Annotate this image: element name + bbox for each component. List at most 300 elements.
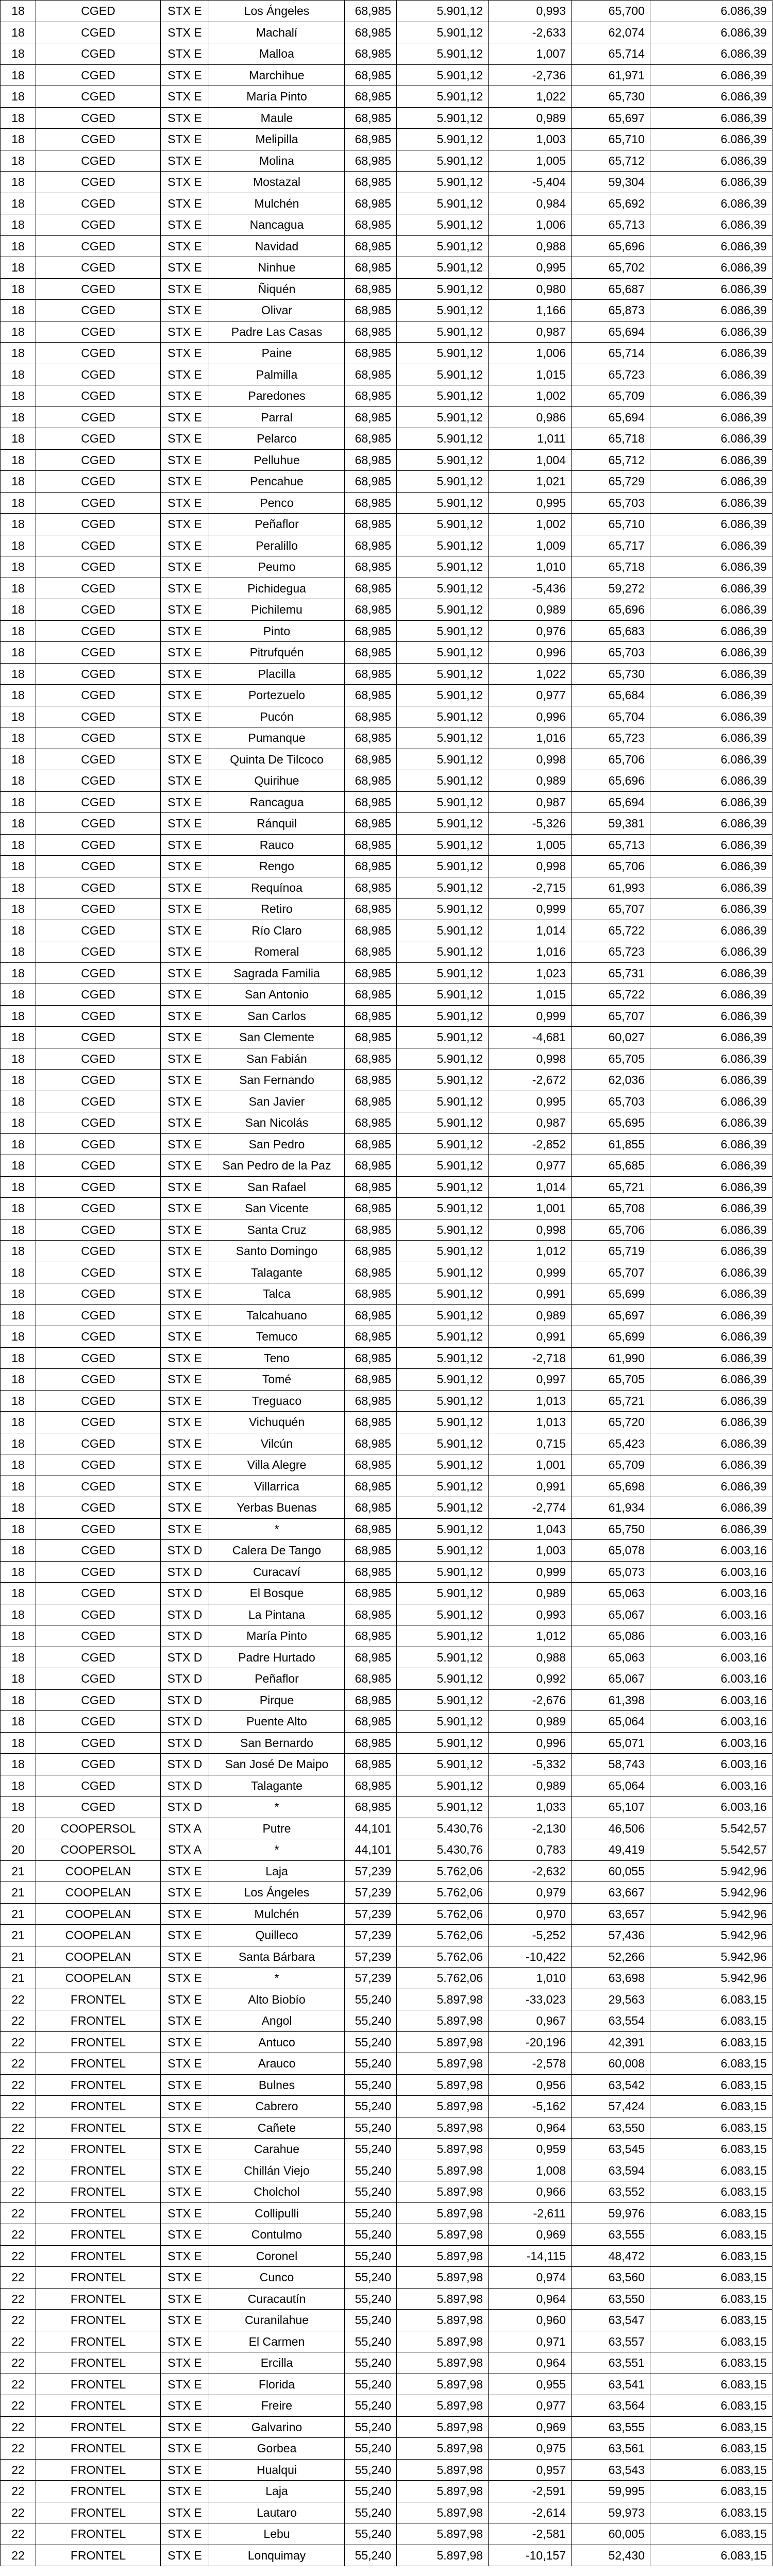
company-cell: CGED <box>36 492 161 514</box>
value-d-cell: 65,709 <box>572 1454 650 1476</box>
table-row <box>1 941 772 963</box>
value-c-cell: -2,632 <box>489 1860 572 1882</box>
group-cell: 18 <box>1 1283 36 1305</box>
company-cell: COOPELAN <box>36 1903 161 1925</box>
value-b-cell: 5.901,12 <box>397 471 489 493</box>
value-b-cell: 5.901,12 <box>397 749 489 770</box>
value-d-cell: 65,697 <box>572 107 650 129</box>
commune-cell: Sagrada Familia <box>209 962 345 984</box>
value-d-cell: 65,709 <box>572 385 650 407</box>
value-b-cell: 5.897,98 <box>397 2502 489 2523</box>
value-d-cell: 65,703 <box>572 642 650 664</box>
value-e-cell: 6.086,39 <box>650 1219 772 1241</box>
value-e-cell: 6.003,16 <box>650 1561 772 1583</box>
sector-cell: STX E <box>161 1860 209 1882</box>
group-cell: 18 <box>1 278 36 300</box>
value-c-cell: 0,989 <box>489 1583 572 1604</box>
value-c-cell: 1,166 <box>489 300 572 321</box>
commune-cell: Navidad <box>209 235 345 257</box>
commune-cell: Ñiquén <box>209 278 345 300</box>
value-a-cell: 68,985 <box>345 22 397 43</box>
table-row <box>1 2331 772 2352</box>
sector-cell: STX E <box>161 343 209 364</box>
value-e-cell: 6.003,16 <box>650 1689 772 1711</box>
company-cell: CGED <box>36 578 161 599</box>
company-cell: CGED <box>36 1369 161 1391</box>
group-cell: 18 <box>1 471 36 493</box>
group-cell: 22 <box>1 2395 36 2417</box>
table-row <box>1 663 772 685</box>
group-cell: 22 <box>1 2010 36 2032</box>
group-cell: 18 <box>1 1689 36 1711</box>
value-a-cell: 55,240 <box>345 2374 397 2395</box>
group-cell: 18 <box>1 1540 36 1562</box>
group-cell: 18 <box>1 1155 36 1177</box>
value-a-cell: 68,985 <box>345 727 397 749</box>
value-b-cell: 5.897,98 <box>397 2545 489 2566</box>
group-cell: 18 <box>1 1 36 22</box>
value-b-cell: 5.901,12 <box>397 514 489 535</box>
value-a-cell: 68,985 <box>345 1433 397 1454</box>
company-cell: CGED <box>36 899 161 920</box>
table-row <box>1 899 772 920</box>
company-cell: CGED <box>36 107 161 129</box>
value-c-cell: 1,001 <box>489 1454 572 1476</box>
commune-cell: San Clemente <box>209 1027 345 1048</box>
table-row <box>1 86 772 108</box>
value-d-cell: 65,073 <box>572 1561 650 1583</box>
group-cell: 21 <box>1 1860 36 1882</box>
commune-cell: San Fernando <box>209 1070 345 1091</box>
table-row <box>1 1689 772 1711</box>
sector-cell: STX E <box>161 321 209 343</box>
value-a-cell: 55,240 <box>345 2352 397 2374</box>
table-row <box>1 984 772 1006</box>
value-b-cell: 5.901,12 <box>397 920 489 941</box>
value-a-cell: 68,985 <box>345 1797 397 1818</box>
commune-cell: Ninhue <box>209 257 345 279</box>
value-d-cell: 65,696 <box>572 770 650 792</box>
value-b-cell: 5.901,12 <box>397 1754 489 1775</box>
company-cell: FRONTEL <box>36 2459 161 2481</box>
group-cell: 22 <box>1 2288 36 2310</box>
commune-cell: Lautaro <box>209 2502 345 2523</box>
value-c-cell: -2,614 <box>489 2502 572 2523</box>
sector-cell: STX E <box>161 706 209 727</box>
value-a-cell: 68,985 <box>345 1326 397 1348</box>
value-e-cell: 6.086,39 <box>650 1433 772 1454</box>
value-e-cell: 5.942,96 <box>650 1925 772 1946</box>
company-cell: CGED <box>36 1262 161 1283</box>
table-row <box>1 1754 772 1775</box>
company-cell: CGED <box>36 385 161 407</box>
commune-cell: San Rafael <box>209 1176 345 1198</box>
sector-cell: STX E <box>161 1048 209 1070</box>
value-b-cell: 5.762,06 <box>397 1882 489 1904</box>
table-row <box>1 1540 772 1562</box>
value-d-cell: 65,694 <box>572 406 650 428</box>
value-c-cell: 1,014 <box>489 1176 572 1198</box>
company-cell: CGED <box>36 235 161 257</box>
table-row <box>1 2459 772 2481</box>
sector-cell: STX E <box>161 1390 209 1412</box>
value-a-cell: 68,985 <box>345 1625 397 1647</box>
table-row <box>1 535 772 556</box>
table-row <box>1 1839 772 1861</box>
table-row <box>1 2288 772 2310</box>
commune-cell: * <box>209 1797 345 1818</box>
commune-cell: Santa Bárbara <box>209 1946 345 1968</box>
value-b-cell: 5.901,12 <box>397 1005 489 1027</box>
sector-cell: STX E <box>161 1198 209 1219</box>
group-cell: 18 <box>1 535 36 556</box>
company-cell: CGED <box>36 1604 161 1625</box>
group-cell: 18 <box>1 150 36 172</box>
value-e-cell: 6.003,16 <box>650 1797 772 1818</box>
value-d-cell: 65,683 <box>572 620 650 642</box>
company-cell: FRONTEL <box>36 2224 161 2246</box>
value-d-cell: 65,685 <box>572 1155 650 1177</box>
group-cell: 22 <box>1 2117 36 2139</box>
company-cell: CGED <box>36 1091 161 1112</box>
value-b-cell: 5.897,98 <box>397 2074 489 2096</box>
group-cell: 18 <box>1 107 36 129</box>
value-c-cell: 1,007 <box>489 43 572 65</box>
value-a-cell: 68,985 <box>345 770 397 792</box>
value-e-cell: 6.086,39 <box>650 1369 772 1391</box>
value-b-cell: 5.901,12 <box>397 1412 489 1433</box>
value-b-cell: 5.901,12 <box>397 1454 489 1476</box>
group-cell: 18 <box>1 1048 36 1070</box>
group-cell: 18 <box>1 556 36 578</box>
value-a-cell: 68,985 <box>345 492 397 514</box>
commune-cell: María Pinto <box>209 1625 345 1647</box>
commune-cell: Ránquil <box>209 813 345 835</box>
company-cell: CGED <box>36 1 161 22</box>
company-cell: CGED <box>36 1668 161 1690</box>
table-row <box>1 1005 772 1027</box>
group-cell: 18 <box>1 1797 36 1818</box>
value-c-cell: -2,581 <box>489 2523 572 2545</box>
value-d-cell: 63,560 <box>572 2267 650 2289</box>
value-d-cell: 65,697 <box>572 1304 650 1326</box>
value-c-cell: 0,967 <box>489 2010 572 2032</box>
value-c-cell: -2,736 <box>489 64 572 86</box>
value-a-cell: 68,985 <box>345 1775 397 1797</box>
value-a-cell: 55,240 <box>345 2523 397 2545</box>
value-a-cell: 68,985 <box>345 535 397 556</box>
value-a-cell: 55,240 <box>345 2438 397 2460</box>
value-b-cell: 5.901,12 <box>397 962 489 984</box>
value-d-cell: 65,710 <box>572 129 650 150</box>
company-cell: COOPELAN <box>36 1882 161 1904</box>
value-b-cell: 5.901,12 <box>397 214 489 236</box>
sector-cell: STX E <box>161 86 209 108</box>
value-e-cell: 6.086,39 <box>650 22 772 43</box>
value-d-cell: 65,717 <box>572 535 650 556</box>
table-row <box>1 343 772 364</box>
value-e-cell: 6.083,15 <box>650 2352 772 2374</box>
commune-cell: Cunco <box>209 2267 345 2289</box>
value-c-cell: 1,008 <box>489 2160 572 2181</box>
value-b-cell: 5.901,12 <box>397 685 489 706</box>
sector-cell: STX E <box>161 834 209 856</box>
company-cell: CGED <box>36 193 161 214</box>
value-a-cell: 68,985 <box>345 556 397 578</box>
value-a-cell: 68,985 <box>345 1604 397 1625</box>
commune-cell: Pichilemu <box>209 599 345 621</box>
sector-cell: STX E <box>161 2074 209 2096</box>
group-cell: 18 <box>1 214 36 236</box>
value-c-cell: 0,976 <box>489 620 572 642</box>
value-c-cell: 0,964 <box>489 2352 572 2374</box>
company-cell: CGED <box>36 599 161 621</box>
value-e-cell: 6.083,15 <box>650 2267 772 2289</box>
company-cell: FRONTEL <box>36 2117 161 2139</box>
value-e-cell: 6.083,15 <box>650 2181 772 2203</box>
value-c-cell: 1,015 <box>489 984 572 1006</box>
value-c-cell: 1,016 <box>489 941 572 963</box>
value-b-cell: 5.430,76 <box>397 1839 489 1861</box>
value-a-cell: 68,985 <box>345 1283 397 1305</box>
value-b-cell: 5.901,12 <box>397 1347 489 1369</box>
value-e-cell: 6.086,39 <box>650 64 772 86</box>
commune-cell: Cañete <box>209 2117 345 2139</box>
sector-cell: STX E <box>161 2352 209 2374</box>
sector-cell: STX D <box>161 1668 209 1690</box>
commune-cell: Putre <box>209 1818 345 1839</box>
sector-cell: STX E <box>161 1882 209 1904</box>
sector-cell: STX E <box>161 2374 209 2395</box>
value-c-cell: 1,010 <box>489 1968 572 1989</box>
value-c-cell: 0,999 <box>489 899 572 920</box>
commune-cell: Nancagua <box>209 214 345 236</box>
commune-cell: Paredones <box>209 385 345 407</box>
value-a-cell: 68,985 <box>345 706 397 727</box>
commune-cell: Parral <box>209 406 345 428</box>
sector-cell: STX E <box>161 877 209 899</box>
value-b-cell: 5.762,06 <box>397 1925 489 1946</box>
value-a-cell: 68,985 <box>345 1241 397 1262</box>
value-d-cell: 65,684 <box>572 685 650 706</box>
value-e-cell: 6.086,39 <box>650 899 772 920</box>
value-c-cell: -2,633 <box>489 22 572 43</box>
company-cell: CGED <box>36 1732 161 1754</box>
company-cell: CGED <box>36 1754 161 1775</box>
commune-cell: Carahue <box>209 2139 345 2160</box>
value-d-cell: 63,698 <box>572 1968 650 1989</box>
value-c-cell: 1,006 <box>489 214 572 236</box>
value-b-cell: 5.901,12 <box>397 770 489 792</box>
sector-cell: STX E <box>161 2459 209 2481</box>
value-c-cell: -20,196 <box>489 2031 572 2053</box>
company-cell: CGED <box>36 620 161 642</box>
group-cell: 18 <box>1 449 36 471</box>
table-row <box>1 1219 772 1241</box>
value-b-cell: 5.897,98 <box>397 2224 489 2246</box>
value-d-cell: 63,550 <box>572 2288 650 2310</box>
sector-cell: STX E <box>161 1091 209 1112</box>
sector-cell: STX E <box>161 2502 209 2523</box>
table-row <box>1 962 772 984</box>
value-a-cell: 57,239 <box>345 1903 397 1925</box>
company-cell: CGED <box>36 428 161 450</box>
commune-cell: Bulnes <box>209 2074 345 2096</box>
table-row <box>1 1262 772 1283</box>
group-cell: 20 <box>1 1818 36 1839</box>
value-c-cell: 1,009 <box>489 535 572 556</box>
value-e-cell: 6.003,16 <box>650 1668 772 1690</box>
value-b-cell: 5.901,12 <box>397 899 489 920</box>
sector-cell: STX E <box>161 1 209 22</box>
value-b-cell: 5.901,12 <box>397 642 489 664</box>
group-cell: 21 <box>1 1882 36 1904</box>
value-b-cell: 5.901,12 <box>397 150 489 172</box>
group-cell: 18 <box>1 727 36 749</box>
commune-cell: Arauco <box>209 2053 345 2075</box>
value-d-cell: 58,743 <box>572 1754 650 1775</box>
table-row <box>1 749 772 770</box>
company-cell: CGED <box>36 1433 161 1454</box>
table-row <box>1 193 772 214</box>
sector-cell: STX E <box>161 1133 209 1155</box>
value-d-cell: 65,708 <box>572 1198 650 1219</box>
value-e-cell: 6.086,39 <box>650 620 772 642</box>
commune-cell: Pinto <box>209 620 345 642</box>
company-cell: FRONTEL <box>36 2395 161 2417</box>
commune-cell: Requínoa <box>209 877 345 899</box>
value-b-cell: 5.901,12 <box>397 1326 489 1348</box>
group-cell: 18 <box>1 663 36 685</box>
value-d-cell: 65,721 <box>572 1390 650 1412</box>
value-c-cell: -2,676 <box>489 1689 572 1711</box>
value-c-cell: 1,021 <box>489 471 572 493</box>
value-d-cell: 65,064 <box>572 1775 650 1797</box>
sector-cell: STX E <box>161 1347 209 1369</box>
value-e-cell: 6.003,16 <box>650 1647 772 1668</box>
company-cell: CGED <box>36 129 161 150</box>
value-e-cell: 5.942,96 <box>650 1860 772 1882</box>
value-a-cell: 68,985 <box>345 1262 397 1283</box>
group-cell: 18 <box>1 899 36 920</box>
value-b-cell: 5.901,12 <box>397 406 489 428</box>
value-d-cell: 59,995 <box>572 2481 650 2502</box>
table-row <box>1 2267 772 2289</box>
value-a-cell: 57,239 <box>345 1860 397 1882</box>
value-c-cell: 1,013 <box>489 1390 572 1412</box>
value-e-cell: 6.086,39 <box>650 214 772 236</box>
value-c-cell: -5,326 <box>489 813 572 835</box>
value-d-cell: 65,722 <box>572 920 650 941</box>
company-cell: CGED <box>36 1326 161 1348</box>
value-d-cell: 65,706 <box>572 856 650 877</box>
company-cell: CGED <box>36 1711 161 1733</box>
value-d-cell: 65,063 <box>572 1647 650 1668</box>
value-c-cell: -2,578 <box>489 2053 572 2075</box>
value-e-cell: 6.083,15 <box>650 2502 772 2523</box>
value-c-cell: 0,999 <box>489 1561 572 1583</box>
value-e-cell: 5.542,57 <box>650 1818 772 1839</box>
sector-cell: STX D <box>161 1540 209 1562</box>
value-e-cell: 6.086,39 <box>650 856 772 877</box>
company-cell: FRONTEL <box>36 2310 161 2331</box>
sector-cell: STX E <box>161 856 209 877</box>
table-row <box>1 214 772 236</box>
value-c-cell: 0,996 <box>489 642 572 664</box>
table-row <box>1 1070 772 1091</box>
value-c-cell: 1,002 <box>489 385 572 407</box>
table-row <box>1 2438 772 2460</box>
table-row <box>1 321 772 343</box>
value-c-cell: 1,005 <box>489 150 572 172</box>
value-e-cell: 6.083,15 <box>650 2416 772 2438</box>
commune-cell: Pencahue <box>209 471 345 493</box>
value-c-cell: 0,987 <box>489 791 572 813</box>
value-d-cell: 60,027 <box>572 1027 650 1048</box>
commune-cell: Melipilla <box>209 129 345 150</box>
value-c-cell: 0,956 <box>489 2074 572 2096</box>
table-row <box>1 172 772 193</box>
commune-cell: Quirihue <box>209 770 345 792</box>
value-a-cell: 68,985 <box>345 1540 397 1562</box>
value-e-cell: 6.086,39 <box>650 1454 772 1476</box>
table-row <box>1 1369 772 1391</box>
group-cell: 18 <box>1 1668 36 1690</box>
value-c-cell: -2,672 <box>489 1070 572 1091</box>
value-b-cell: 5.897,98 <box>397 2459 489 2481</box>
sector-cell: STX E <box>161 129 209 150</box>
value-b-cell: 5.901,12 <box>397 984 489 1006</box>
commune-cell: Paine <box>209 343 345 364</box>
value-e-cell: 6.086,39 <box>650 1176 772 1198</box>
value-a-cell: 68,985 <box>345 1176 397 1198</box>
table-row <box>1 1091 772 1112</box>
group-cell: 18 <box>1 920 36 941</box>
sector-cell: STX E <box>161 2117 209 2139</box>
table-row <box>1 1860 772 1882</box>
value-e-cell: 6.086,39 <box>650 1476 772 1497</box>
sector-cell: STX E <box>161 1968 209 1989</box>
value-e-cell: 6.086,39 <box>650 1133 772 1155</box>
value-e-cell: 6.086,39 <box>650 1091 772 1112</box>
value-d-cell: 65,707 <box>572 1262 650 1283</box>
sector-cell: STX E <box>161 1112 209 1134</box>
company-cell: CGED <box>36 1390 161 1412</box>
value-e-cell: 6.086,39 <box>650 1155 772 1177</box>
value-e-cell: 6.086,39 <box>650 749 772 770</box>
value-a-cell: 55,240 <box>345 2331 397 2352</box>
company-cell: CGED <box>36 984 161 1006</box>
value-c-cell: 0,997 <box>489 1369 572 1391</box>
value-d-cell: 49,419 <box>572 1839 650 1861</box>
commune-cell: Santo Domingo <box>209 1241 345 1262</box>
table-row <box>1 1732 772 1754</box>
value-e-cell: 6.086,39 <box>650 556 772 578</box>
value-b-cell: 5.897,98 <box>397 2352 489 2374</box>
value-e-cell: 6.086,39 <box>650 1412 772 1433</box>
sector-cell: STX E <box>161 2031 209 2053</box>
table-row <box>1 920 772 941</box>
value-a-cell: 68,985 <box>345 428 397 450</box>
table-row <box>1 1241 772 1262</box>
value-d-cell: 65,703 <box>572 492 650 514</box>
commune-cell: Mulchén <box>209 1903 345 1925</box>
value-b-cell: 5.901,12 <box>397 813 489 835</box>
value-e-cell: 6.083,15 <box>650 2545 772 2566</box>
commune-cell: Padre Hurtado <box>209 1647 345 1668</box>
group-cell: 18 <box>1 1304 36 1326</box>
value-e-cell: 5.942,96 <box>650 1946 772 1968</box>
